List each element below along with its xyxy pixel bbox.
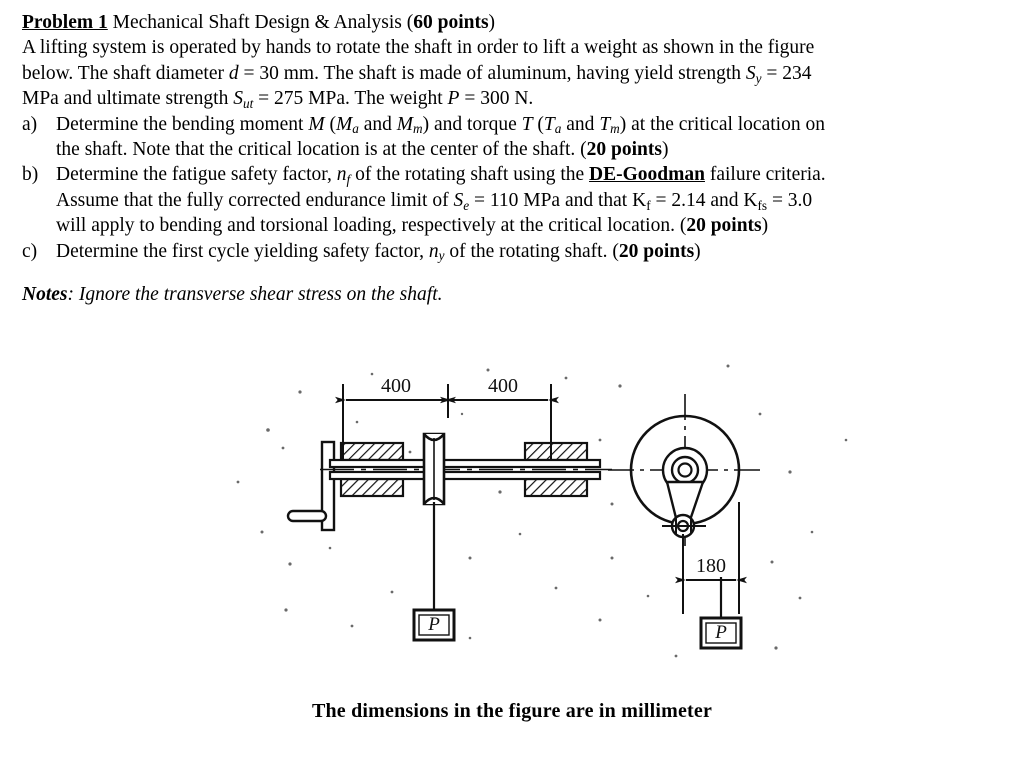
item-c-1b: of the rotating shaft. ( [444, 240, 619, 262]
item-c-points: 20 points [618, 240, 695, 262]
dimension-400-left-label: 400 [381, 375, 411, 397]
paragraph-spacer [22, 264, 1006, 282]
problem-title: Mechanical Shaft Design & Analysis ( [107, 12, 414, 33]
list-item-b [22, 162, 1006, 238]
list-item-b-body [56, 162, 1006, 238]
dimension-180-label: 180 [696, 555, 726, 577]
item-a-1e: ( [532, 113, 544, 135]
var-weight: P [447, 88, 460, 110]
weight-label-drum: P [715, 622, 727, 643]
figure-caption: The dimensions in the figure are in millimeter [311, 700, 713, 722]
item-b-3a: will apply to bending and torsional loading, respectively at the critical location. ( [56, 215, 687, 237]
shaft-side-view [288, 412, 612, 640]
item-a-1c: and [358, 113, 397, 135]
item-a-1f: and [561, 113, 600, 135]
list-item-b-marker: b) [22, 164, 39, 186]
item-a-1d: ) and torque [422, 113, 522, 135]
notes-text: Ignore the transverse shear stress on the shaft. [78, 284, 443, 306]
list-item-a-line-1 [56, 112, 1006, 137]
item-b-1a: Determine the fatigue safety factor, [56, 164, 337, 186]
list-item-c [22, 239, 1006, 264]
intro-line-2-b: = 30 mm. The shaft is made of aluminum, having yield strength [238, 62, 746, 84]
drum-end-view [608, 394, 762, 648]
var-yield-factor-sub: y [438, 248, 445, 264]
var-ultimate-strength: S [233, 88, 243, 110]
weight-box-shaft [414, 610, 454, 640]
problem-points: 60 points [413, 12, 489, 33]
item-a-1b: ( [324, 113, 336, 135]
var-ultimate-strength-sub: ut [242, 95, 254, 111]
dimension-180 [686, 555, 736, 580]
item-c-1a: Determine the first cycle yielding safety factor, [56, 240, 429, 262]
item-b-2a: Assume that the fully corrected endurance limit of [56, 189, 454, 211]
var-yield-strength: S [745, 62, 756, 84]
var-torque-mean: T [599, 113, 611, 135]
list-item-c-body [56, 239, 1006, 264]
list-item-a-line-2 [56, 137, 1006, 162]
list-item-a-marker: a) [22, 113, 38, 135]
list-item-c-marker: c) [22, 240, 38, 262]
var-moment-mean: M [396, 113, 414, 135]
shaft-assembly-figure [0, 352, 1024, 758]
intro-line-3-b: = 275 MPa. The weight [253, 88, 448, 110]
intro-line-3-a: MPa and ultimate strength [22, 88, 234, 110]
list-item-a [22, 112, 1006, 163]
item-b-1c: failure criteria. [704, 164, 826, 186]
item-b-3b: ) [761, 215, 769, 237]
item-a-1g: ) at the critical location on [619, 113, 825, 135]
intro-line-3-c: = 300 N. [459, 88, 534, 110]
var-torque-mean-sub: m [610, 121, 620, 137]
intro-line-1: A lifting system is operated by hands to rotate the shaft in order to lift a weight as shown in the figure [22, 37, 815, 59]
list-item-b-line-1 [56, 162, 1006, 187]
item-a-1a: Determine the bending moment [56, 113, 309, 135]
var-diameter: d [228, 62, 239, 84]
item-a-2b: ) [661, 139, 669, 161]
item-b-2d: = 3.0 [767, 189, 813, 211]
var-yield-strength-sub: y [755, 70, 762, 86]
var-moment-mean-sub: m [413, 121, 423, 137]
var-fatigue-factor: n [336, 164, 347, 186]
item-b-2b: = 110 MPa and that K [469, 189, 647, 211]
problem-heading [22, 10, 1006, 35]
var-kf-sub: f [646, 197, 651, 213]
dimension-400-right-label: 400 [488, 375, 518, 397]
var-moment: M [308, 113, 325, 135]
var-moment-alt-sub: a [352, 121, 359, 137]
weight-box-drum [701, 618, 741, 648]
list-item-a-body [56, 112, 1006, 163]
var-endurance-limit: S [453, 189, 464, 211]
item-a-2a: the shaft. Note that the critical location is at the center of the shaft. ( [56, 139, 587, 161]
intro-line-2-c: = 234 [761, 62, 812, 84]
item-c-1c: ) [694, 240, 701, 262]
failure-criteria-label: DE-Goodman [589, 164, 705, 186]
notes-colon: : [67, 284, 79, 306]
weight-label-shaft: P [428, 614, 440, 635]
list-item-b-line-3 [56, 213, 1006, 238]
problem-label: Problem 1 [22, 12, 108, 33]
var-torque-alt: T [543, 113, 555, 135]
intro-line-2-a: below. The shaft diameter [22, 62, 229, 84]
var-fatigue-factor-sub: f [346, 172, 351, 188]
intro-line-3 [22, 86, 1006, 111]
list-item-c-line-1 [56, 239, 1006, 264]
item-b-2c: = 2.14 and K [650, 189, 758, 211]
var-moment-alt: M [335, 113, 353, 135]
var-yield-factor: n [428, 240, 439, 262]
var-endurance-limit-sub: e [463, 197, 470, 213]
crank-handle [288, 511, 326, 521]
shaft-body [320, 460, 612, 479]
notes-line [22, 282, 1006, 307]
pulley-sheave [424, 434, 444, 504]
var-torque: T [521, 113, 533, 135]
item-b-1b: of the rotating shaft using the [350, 164, 590, 186]
var-torque-alt-sub: a [554, 121, 562, 137]
notes-label: Notes [22, 284, 68, 306]
problem-points-close: ) [488, 12, 496, 33]
var-kfs-sub: fs [757, 197, 768, 213]
item-b-points: 20 points [686, 215, 762, 237]
list-item-b-line-2 [56, 188, 1006, 213]
intro-line-2 [22, 61, 1006, 86]
item-a-points: 20 points [586, 139, 662, 161]
problem-text-block [22, 10, 1006, 307]
